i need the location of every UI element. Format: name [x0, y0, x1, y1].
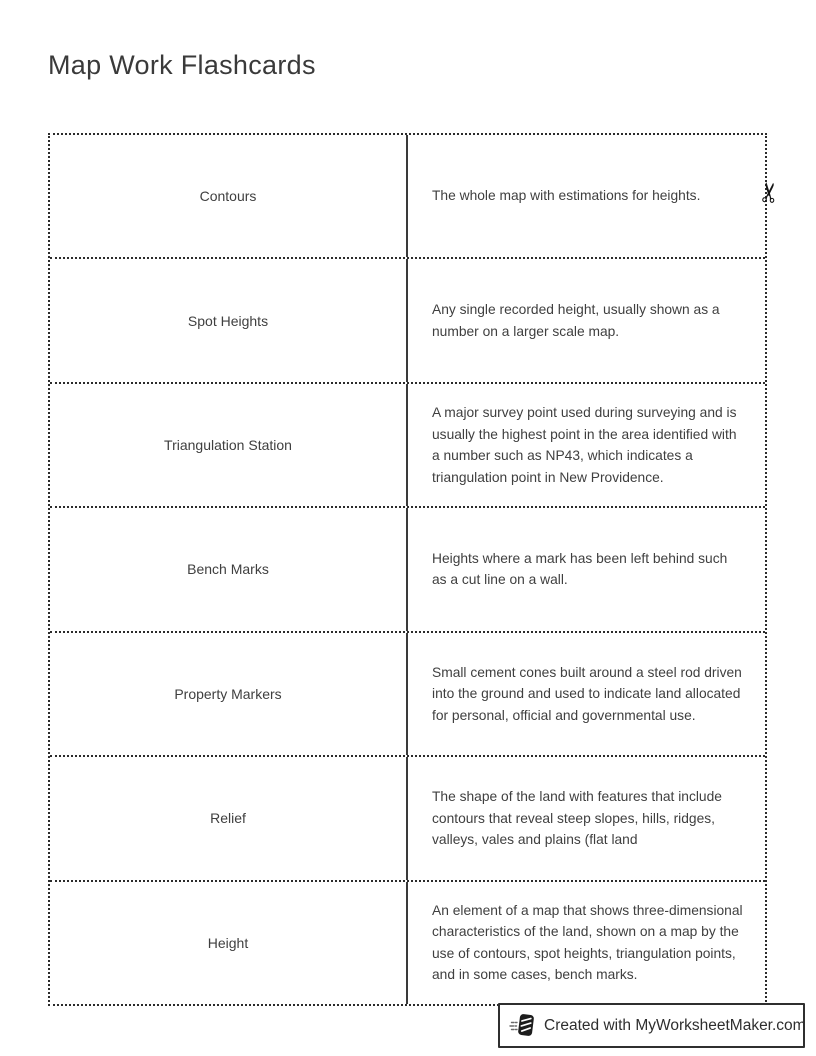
- term-cell: [50, 757, 408, 879]
- definition-cell: [408, 757, 765, 879]
- flashcard-row: [50, 508, 765, 632]
- definition-text: Any single recorded height, usually shown as a number on a larger scale map.: [432, 302, 720, 339]
- flashcard-table: [48, 133, 767, 1006]
- definition-cell: [408, 135, 765, 257]
- term-cell: [50, 633, 408, 755]
- myworksheetmaker-logo-icon: [509, 1012, 535, 1039]
- flashcard-row: [50, 757, 765, 881]
- flashcard-row: [50, 633, 765, 757]
- definition-cell: [408, 508, 765, 630]
- term-cell: [50, 259, 408, 381]
- definition-text: The whole map with estimations for heights.: [432, 188, 701, 204]
- definition-text: An element of a map that shows three-dimensional characteristics of the land, shown on a map by the use of contours, spot heights, triangulation points, and in some cases, bench marks.: [432, 902, 743, 983]
- credit-badge[interactable]: [498, 1003, 805, 1048]
- definition-cell: [408, 882, 765, 1004]
- flashcard-row: [50, 384, 765, 508]
- definition-text: Small cement cones built around a steel rod driven into the ground and used to indicate land allocated for personal, official and governmental use.: [432, 664, 742, 723]
- page-title: Map Work Flashcards: [48, 50, 316, 80]
- term-cell: [50, 508, 408, 630]
- term-text: Height: [207, 934, 249, 951]
- definition-cell: [408, 259, 765, 381]
- definition-text: Heights where a mark has been left behind such as a cut line on a wall.: [432, 550, 728, 588]
- scissors-icon: ✂: [753, 179, 787, 206]
- flashcard-row: [50, 259, 765, 383]
- definition-cell: [408, 633, 765, 755]
- flashcard-row: [50, 882, 765, 1004]
- credit-text: Created with MyWorksheetMaker.com: [544, 1016, 806, 1034]
- definition-cell: [408, 384, 765, 506]
- flashcard-row: [50, 135, 765, 259]
- term-text: Contours: [199, 188, 257, 205]
- definition-text: A major survey point used during surveying and is usually the highest point in the area identified with a number such as NP43, which indicates a triangulation point in New Providence.: [432, 405, 737, 485]
- term-cell: [50, 384, 408, 506]
- term-text: Property Markers: [174, 685, 282, 702]
- term-text: Relief: [210, 810, 246, 827]
- term-text: Bench Marks: [187, 561, 269, 578]
- term-text: Spot Heights: [187, 312, 269, 329]
- term-cell: [50, 135, 408, 257]
- term-cell: [50, 882, 408, 1004]
- term-text: Triangulation Station: [164, 437, 292, 454]
- definition-text: The shape of the land with features that include contours that reveal steep slopes, hills, ridges, valleys, vales and plains (flat land: [432, 789, 722, 848]
